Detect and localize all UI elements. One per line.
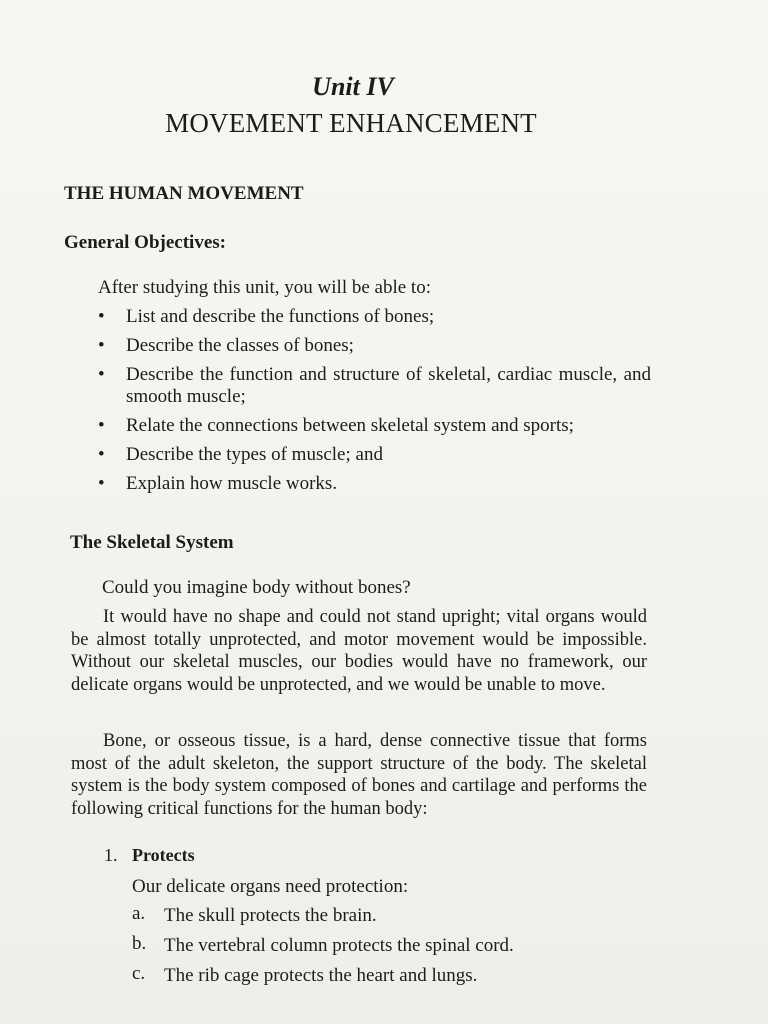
bullet-icon: • [98,364,105,385]
sublist-text: The skull protects the brain. [164,905,377,926]
function-label: Protects [132,845,195,865]
bullet-icon: • [98,306,105,327]
list-item [96,335,651,357]
bullet-icon: • [98,415,105,436]
section-heading: THE HUMAN MOVEMENT [64,183,304,204]
list-item [96,306,651,328]
objective-text: List and describe the functions of bones; [126,306,435,327]
list-item [96,415,651,437]
opening-question: Could you imagine body without bones? [102,577,411,598]
sublist-letter: c. [132,963,146,984]
sublist-text: The vertebral column protects the spinal cord. [164,935,514,956]
list-item [132,935,514,965]
objectives-heading: General Objectives: [64,232,226,253]
sublist-letter: b. [132,933,147,954]
function-description: Our delicate organs need protection: [132,876,409,897]
body-paragraph-2: Bone, or osseous tissue, is a hard, dense connective tissue that forms most of the adult skeleton, the support structure of the body. The skeletal system is the body system composed of bones and cartilage and performs the following critical functions for the human body: [71,731,647,819]
unit-label: Unit IV [312,72,394,101]
skeletal-system-heading: The Skeletal System [70,532,234,553]
bullet-icon: • [98,444,105,465]
list-item [96,364,651,408]
function-item-protects [104,845,195,866]
objective-text: Describe the types of muscle; and [126,444,383,465]
objectives-intro: After studying this unit, you will be able to: [98,277,431,298]
bullet-icon: • [98,335,105,356]
list-item [96,473,651,495]
unit-title: MOVEMENT ENHANCEMENT [165,108,537,138]
sublist-letter: a. [132,903,146,924]
list-item [96,444,651,466]
list-item [132,965,514,995]
function-number: 1. [104,845,118,865]
objective-text: Relate the connections between skeletal system and sports; [126,415,574,436]
objective-text: Describe the classes of bones; [126,335,354,356]
protection-sublist [132,905,514,995]
objective-text: Explain how muscle works. [126,473,338,494]
objectives-list [96,306,651,502]
body-paragraph-1: It would have no shape and could not stand upright; vital organs would be almost totally unprotected, and motor movement would be impossible. Without our skeletal muscles, our bodies would have no framework, our delicate organs would be unprotected, and we would be unable to move. [71,607,647,695]
list-item [132,905,514,935]
bullet-icon: • [98,473,105,494]
sublist-text: The rib cage protects the heart and lungs. [164,965,478,986]
objective-text: Describe the function and structure of skeletal, cardiac muscle, and smooth muscle; [126,364,651,407]
